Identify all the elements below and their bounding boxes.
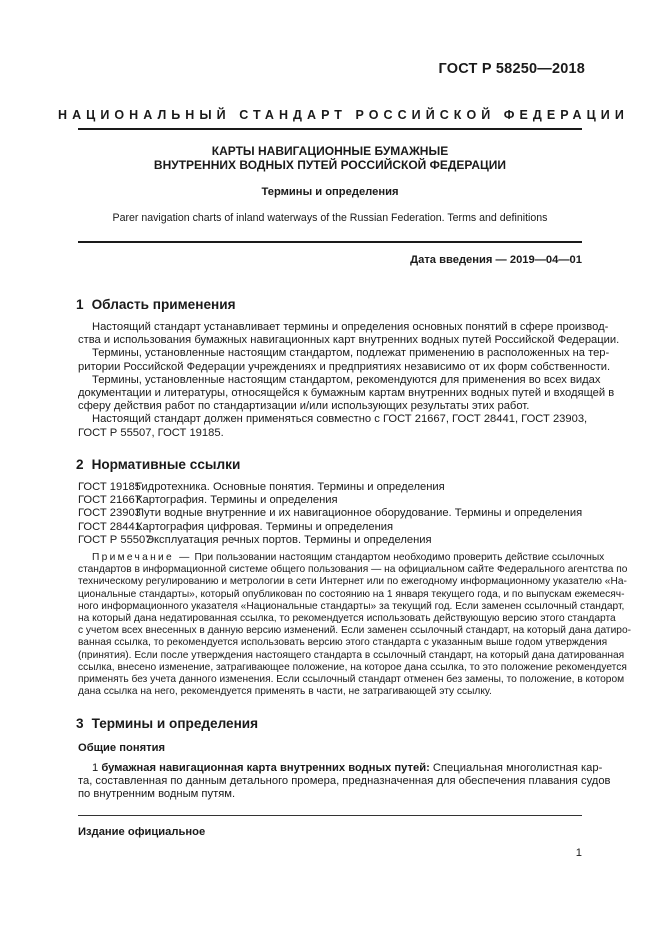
reference-title: Эксплуатация речных портов. Термины и определения [146, 533, 432, 546]
text-line: Термины, установленные настоящим стандартом, рекомендуются для применения во всех видах [92, 373, 601, 386]
reference-code: ГОСТ 21667 [78, 494, 141, 507]
title-subtitle: Термины и определения [261, 186, 399, 198]
english-title: Parer navigation charts of inland waterways of the Russian Federation. Terms and definitions [112, 212, 548, 224]
title-line-2: ВНУТРЕННИХ ВОДНЫХ ПУТЕЙ РОССИЙСКОЙ ФЕДЕРАЦИИ [153, 158, 507, 172]
text-line: документации и литературы, относящейся к бумажным картам внутренних водных путей и входящей в [78, 387, 615, 400]
reference-item [78, 507, 582, 520]
section-number: 2 [76, 457, 84, 472]
general-concepts-heading: Общие понятия [78, 742, 166, 754]
section-2-heading [76, 457, 240, 473]
footer-rule [78, 815, 582, 816]
note-lead: Примечание — [92, 552, 192, 563]
reference-title: Гидротехника. Основные понятия. Термины и определения [136, 481, 445, 493]
section-title: Термины и определения [91, 716, 259, 731]
note-text: При пользовании настоящим стандартом необходимо проверить действие ссылочных [194, 552, 605, 563]
note-line: (принятия). Если после утверждения настоящего стандарта в ссылочный стандарт, на который дана датированная [78, 649, 625, 661]
section-1-body [78, 321, 620, 440]
introduction-date: Дата введения — 2019—04—01 [410, 254, 582, 266]
text-line: Настоящий стандарт должен применяться совместно с ГОСТ 21667, ГОСТ 28441, ГОСТ 23903, [92, 413, 588, 426]
section-3-heading [76, 716, 258, 732]
section-number: 3 [76, 716, 84, 731]
term-number: 1 [92, 762, 99, 774]
note-line: техническому регулированию и метрологии в сети Интернет или по ежегодному информационному указателю «На- [78, 576, 627, 588]
page-number: 1 [575, 847, 582, 859]
section-title: Область применения [91, 297, 236, 312]
note-line: с учетом всех внесенных в данную версию изменений. Если заменен ссылочный стандарт, на который дана датиро- [78, 625, 631, 637]
text-line: ритории Российской Федерации учреждениях и предприятиях независимо от их форм собственности. [78, 360, 611, 373]
note-line: циональные стандарты», который опубликован по состоянию на 1 января текущего года, и по выпускам ежемесяч- [78, 588, 625, 600]
reference-item [78, 521, 582, 534]
text-line: ГОСТ Р 55507, ГОСТ 19185. [78, 426, 224, 439]
term-name: бумажная навигационная карта внутренних водных путей: [101, 762, 430, 774]
section-number: 1 [76, 297, 84, 312]
reference-item [78, 534, 582, 547]
term-line: та, составленная по данным детального промера, предназначенная для обеспечения плавания судов [78, 775, 611, 788]
national-standard-banner: НАЦИОНАЛЬНЫЙ СТАНДАРТ РОССИЙСКОЙ ФЕДЕРАЦИИ [58, 108, 629, 122]
reference-code: ГОСТ 23903 [78, 507, 141, 520]
reference-item [78, 481, 582, 494]
document-number: ГОСТ Р 58250—2018 [438, 61, 585, 77]
note-line: применять без учета данного изменения. Если ссылочный стандарт отменен без замены, то положение, в котором [78, 674, 625, 686]
note-first-line [78, 552, 605, 564]
term-first-line [78, 762, 603, 775]
text-line: Настоящий стандарт устанавливает термины и определения основных понятий в сфере производ- [92, 321, 609, 333]
reference-code: ГОСТ Р 55507 [78, 533, 152, 546]
reference-title: Картография цифровая. Термины и определения [136, 520, 394, 533]
note-line: ванная ссылка, то рекомендуется использовать версию этого стандарта с указанным выше годом утверждения [78, 637, 608, 649]
text-line: Термины, установленные настоящим стандартом, подлежат применению в расположенных на тер- [92, 347, 610, 360]
text-line: ства и использования бумажных навигационных карт внутренних водных путей Российской Федерации. [78, 334, 620, 347]
note-line: ссылка, внесено изменение, затрагивающее положение, на которое дана ссылка, то это положение рекомендуется [78, 661, 627, 673]
reference-list [78, 481, 582, 547]
reference-title: Пути водные внутренние и их навигационное оборудование. Термины и определения [136, 507, 583, 520]
note-line: ного информационного указателя «Национальные стандарты» за текущий год. Если заменен ссылочный стандарт, [78, 600, 625, 612]
reference-code: ГОСТ 28441 [78, 520, 141, 533]
note-line: стандартов в информационной системе общего пользования — на официальном сайте Федерального агентства по [78, 564, 628, 576]
note-line: дана ссылка на него, рекомендуется применять в части, не затрагивающей эту ссылку. [78, 686, 492, 698]
text-line: сферу действия работ по стандартизации и/или использующих результаты этих работ. [78, 400, 530, 413]
note-block [78, 552, 631, 698]
section-title: Нормативные ссылки [91, 457, 241, 472]
term-definition-start: Специальная многолистная кар- [432, 762, 603, 774]
header-rule [78, 128, 582, 130]
note-line: на который дана недатированная ссылка, то рекомендуется использовать действующую версию этого стандарта [78, 613, 616, 625]
title-rule [78, 241, 582, 243]
term-line: по внутренним водным путям. [78, 788, 236, 801]
term-entry [78, 762, 611, 802]
reference-code: ГОСТ 19185 [78, 481, 141, 493]
title-line-1: КАРТЫ НАВИГАЦИОННЫЕ БУМАЖНЫЕ [211, 144, 449, 158]
section-1-heading [76, 297, 236, 313]
reference-item [78, 494, 582, 507]
edition-label: Издание официальное [78, 826, 206, 838]
reference-title: Картография. Термины и определения [136, 494, 338, 507]
